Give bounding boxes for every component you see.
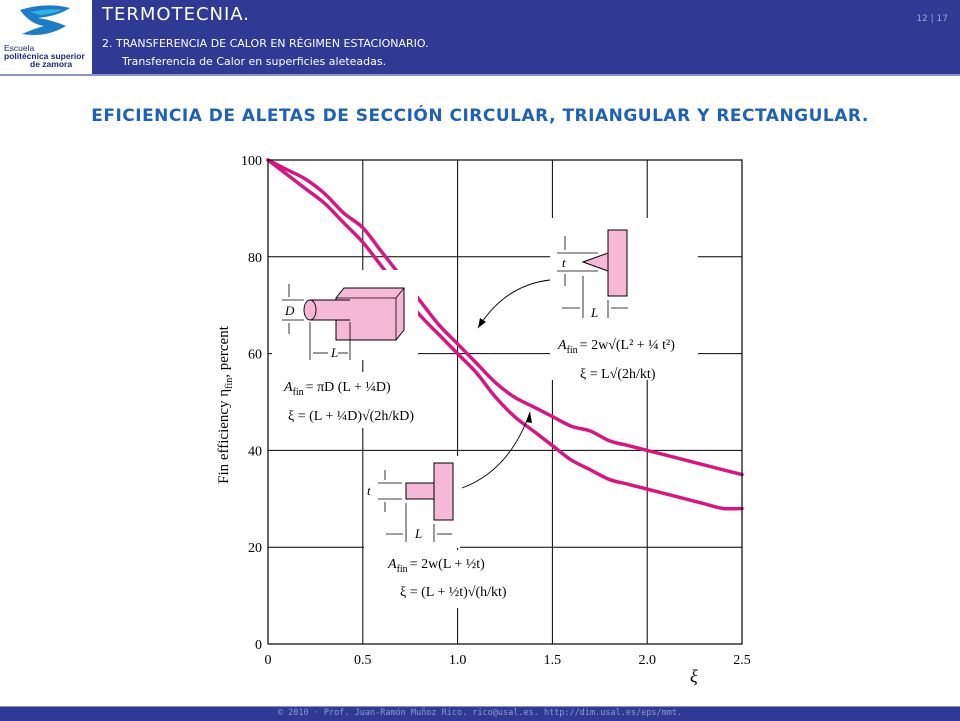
rectangular-xi-formula: ξ = (L + ½t)√(h/kt)	[400, 585, 507, 600]
y-axis-label: Fin efficiency $\eta_{fin}$, percent	[216, 326, 235, 484]
circular-L-label: L	[331, 345, 339, 360]
triangular-area-formula: $A_{fin} = 2w√(L^2$ + ¼ t²)	[558, 338, 675, 356]
footer-credit: © 2010 · Prof. Juan-Ramón Muñoz Rico. rico@usal.es. http://dim.usal.es/eps/mmt.	[277, 708, 683, 718]
triangular-t-label: t	[562, 255, 566, 270]
rectangular-t-label: t	[367, 483, 371, 498]
rectangular-area-formula: $A_{fin} = 2w(L$ + ½t)	[388, 557, 485, 575]
rectangular-L-label: L	[415, 526, 423, 541]
triangular-pointer-arrow	[478, 280, 550, 328]
logo-line1: Escuela	[4, 43, 35, 53]
triangular-L-label: L	[591, 305, 599, 320]
x-tick-label: 0.5	[354, 653, 372, 668]
triangular-xi-formula: ξ = L√(2h/kt)	[580, 367, 656, 382]
y-tick-label: 20	[248, 541, 262, 557]
x-tick-label: 1.5	[543, 653, 562, 668]
circular-area-formula: $A_{fin} = \pi D$ (L + ¼D)	[284, 380, 391, 398]
y-tick-label: 60	[248, 347, 262, 363]
x-tick-label: 2.0	[638, 653, 656, 668]
x-axis-label: ξ	[690, 666, 698, 686]
logo-line3: de zamora	[30, 59, 73, 69]
circular-D-label: D	[285, 303, 295, 318]
circular-pin-tip	[304, 300, 316, 320]
rectangular-fin-base	[434, 463, 453, 520]
x-tick-label: 1.0	[448, 653, 467, 668]
triangular-fin-base	[608, 230, 627, 296]
footer-bar	[0, 706, 960, 721]
x-tick-label: 0	[264, 653, 272, 668]
triangular-arrowhead	[478, 318, 486, 328]
header-subtitle-topic: Transferencia de Calor en superficies aleteadas.	[122, 55, 387, 68]
y-tick-label: 80	[248, 250, 262, 266]
y-tick-label: 40	[248, 444, 262, 460]
page-number: 12 | 17	[916, 14, 948, 24]
x-tick-label: 2.5	[733, 653, 751, 668]
slide-title: EFICIENCIA DE ALETAS DE SECCIÓN CIRCULAR, TRIANGULAR Y RECTANGULAR.	[91, 106, 869, 126]
y-tick-label: 0	[255, 638, 262, 653]
y-tick-label: 100	[241, 154, 262, 169]
header-title: TERMOTECNIA.	[102, 4, 251, 25]
logo-line2: politécnica superior	[4, 51, 85, 61]
circular-xi-formula: ξ = (L + ¼D)√(2h/kD)	[288, 409, 415, 424]
rectangular-fin-profile	[406, 483, 434, 499]
header-subtitle-section: 2. TRANSFERENCIA DE CALOR EN RÉGIMEN ESTACIONARIO.	[102, 37, 429, 50]
